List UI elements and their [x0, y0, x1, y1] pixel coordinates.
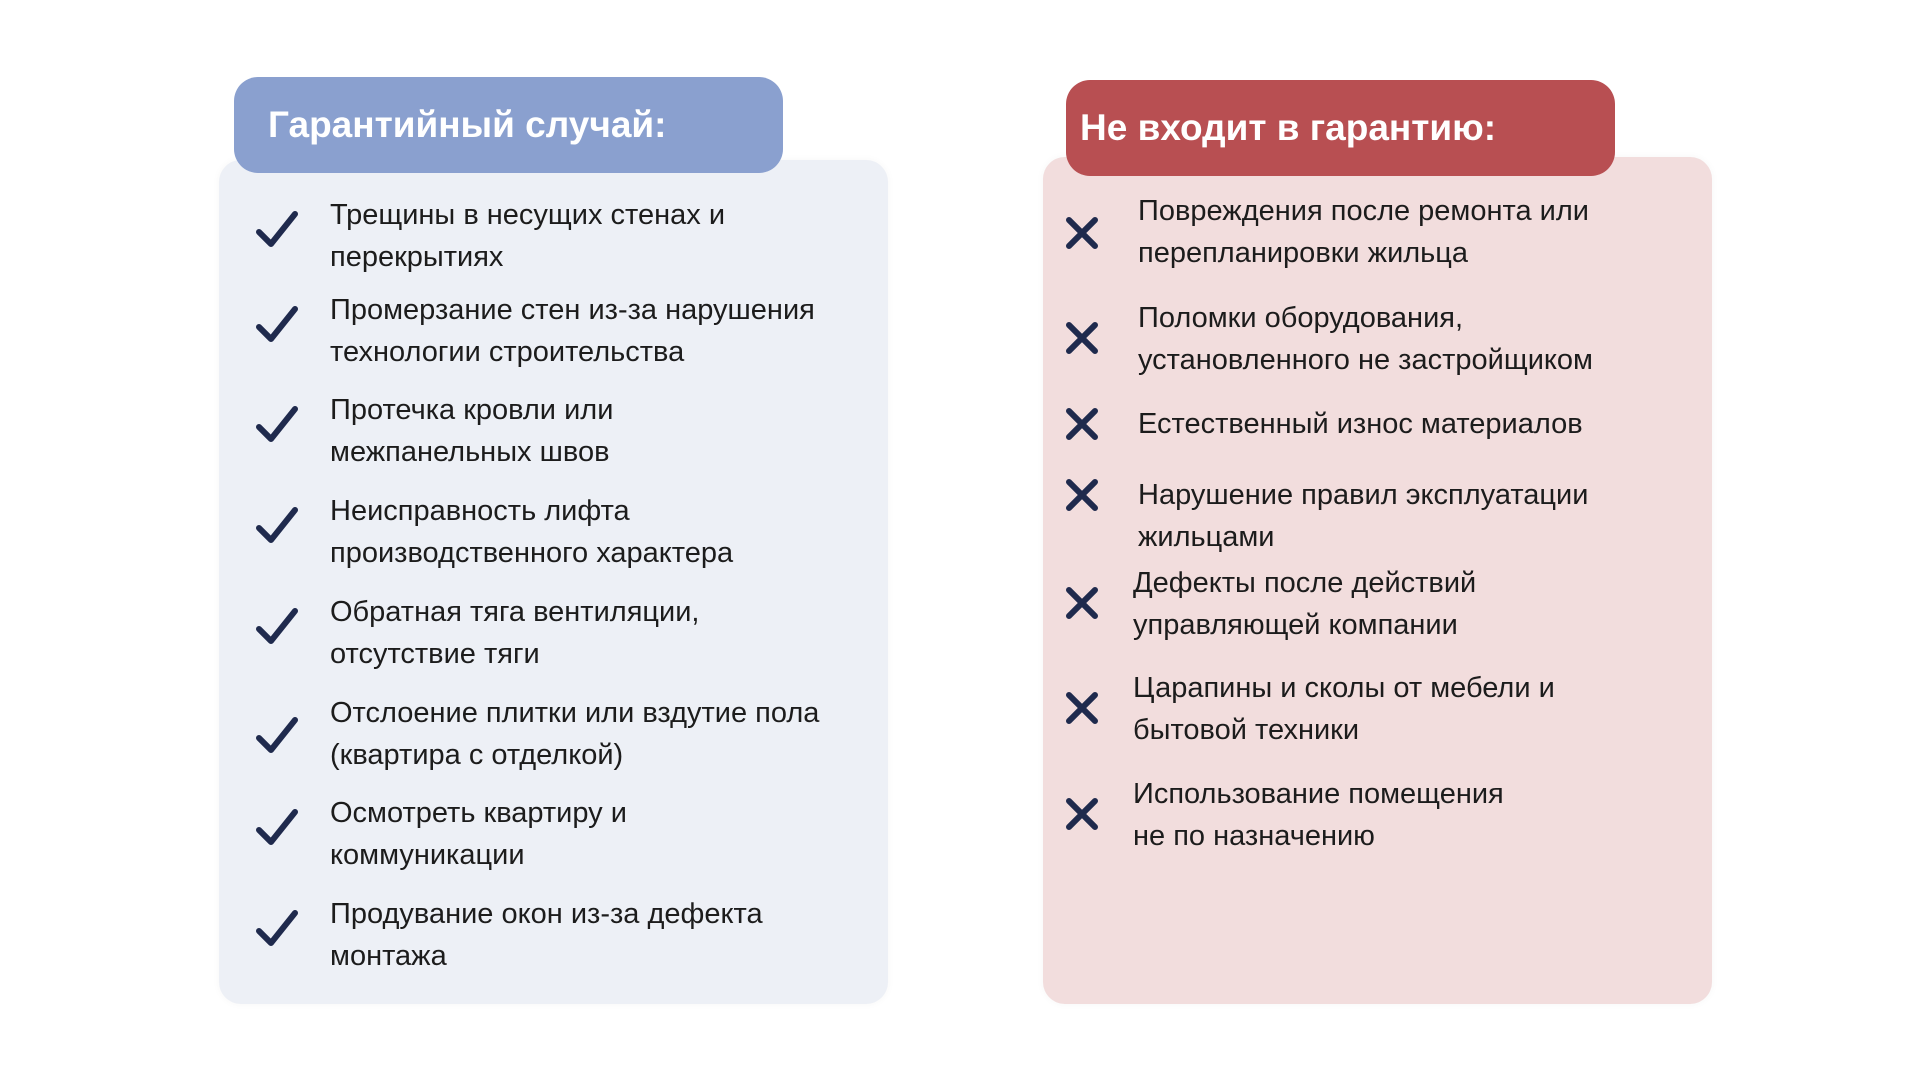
list-item-text [330, 893, 763, 977]
check-icon [255, 303, 299, 347]
not-covered-title: Не входит в гарантию: [1066, 80, 1615, 176]
list-item-line: межпанельных швов [330, 436, 610, 468]
list-item-line: Нарушение правил эксплуатации [1138, 479, 1589, 511]
list-item-text [1133, 773, 1504, 857]
list-item-text [330, 591, 699, 675]
check-icon [255, 714, 299, 758]
list-item-text [1138, 190, 1589, 274]
list-item-line: монтажа [330, 940, 447, 972]
list-item-line: Продувание окон из-за дефекта [330, 898, 763, 930]
list-item-line: Поломки оборудования, [1138, 302, 1464, 334]
list-item-line: перепланировки жильца [1138, 237, 1469, 269]
list-item-line: Осмотреть квартиру и [330, 797, 627, 829]
list-item-line: Отслоение плитки или вздутие пола [330, 697, 820, 729]
list-item-line: Неисправность лифта [330, 495, 630, 527]
cross-icon [1063, 319, 1101, 357]
list-item-line: Использование помещения [1133, 778, 1504, 810]
list-item-line: (квартира с отделкой) [330, 739, 624, 771]
list-item-text [1138, 474, 1588, 558]
list-item-line: Трещины в несущих стенах и [330, 199, 726, 231]
check-icon [255, 208, 299, 252]
list-item-line: Промерзание стен из-за нарушения [330, 294, 815, 326]
check-icon [255, 806, 299, 850]
cross-icon [1063, 584, 1101, 622]
list-item-text [1138, 403, 1583, 445]
list-item-text [330, 389, 613, 473]
list-item-line: Протечка кровли или [330, 394, 614, 426]
list-item-text [330, 792, 627, 876]
warranty-cases-panel [219, 160, 888, 1004]
list-item-text [330, 289, 815, 373]
cross-icon [1063, 405, 1101, 443]
list-item-text [330, 194, 725, 278]
list-item-text [1133, 562, 1476, 646]
list-item-line: Повреждения после ремонта или [1138, 195, 1589, 227]
list-item-line: производственного характера [330, 537, 734, 569]
check-icon [255, 504, 299, 548]
check-icon [255, 403, 299, 447]
list-item-text [1133, 667, 1555, 751]
list-item-text [330, 692, 819, 776]
list-item-line: жильцами [1138, 521, 1275, 553]
cross-icon [1063, 689, 1101, 727]
list-item-line: Дефекты после действий [1133, 567, 1477, 599]
list-item-line: отсутствие тяги [330, 638, 540, 670]
list-item-line: перекрытиях [330, 241, 504, 273]
warranty-cases-title: Гарантийный случай: [234, 77, 783, 173]
list-item-line: Царапины и сколы от мебели и [1133, 672, 1555, 704]
check-icon [255, 605, 299, 649]
list-item-text [330, 490, 733, 574]
list-item-text [1138, 297, 1593, 381]
cross-icon [1063, 476, 1101, 514]
list-item-line: технологии строительства [330, 336, 685, 368]
list-item-line: Естественный износ материалов [1138, 408, 1583, 440]
cross-icon [1063, 214, 1101, 252]
list-item-line: бытовой техники [1133, 714, 1360, 746]
list-item-line: коммуникации [330, 839, 525, 871]
cross-icon [1063, 795, 1101, 833]
check-icon [255, 907, 299, 951]
list-item-line: Обратная тяга вентиляции, [330, 596, 700, 628]
list-item-line: управляющей компании [1133, 609, 1458, 641]
list-item-line: не по назначению [1133, 820, 1375, 852]
list-item-line: установленного не застройщиком [1138, 344, 1593, 376]
not-covered-panel [1043, 157, 1712, 1004]
